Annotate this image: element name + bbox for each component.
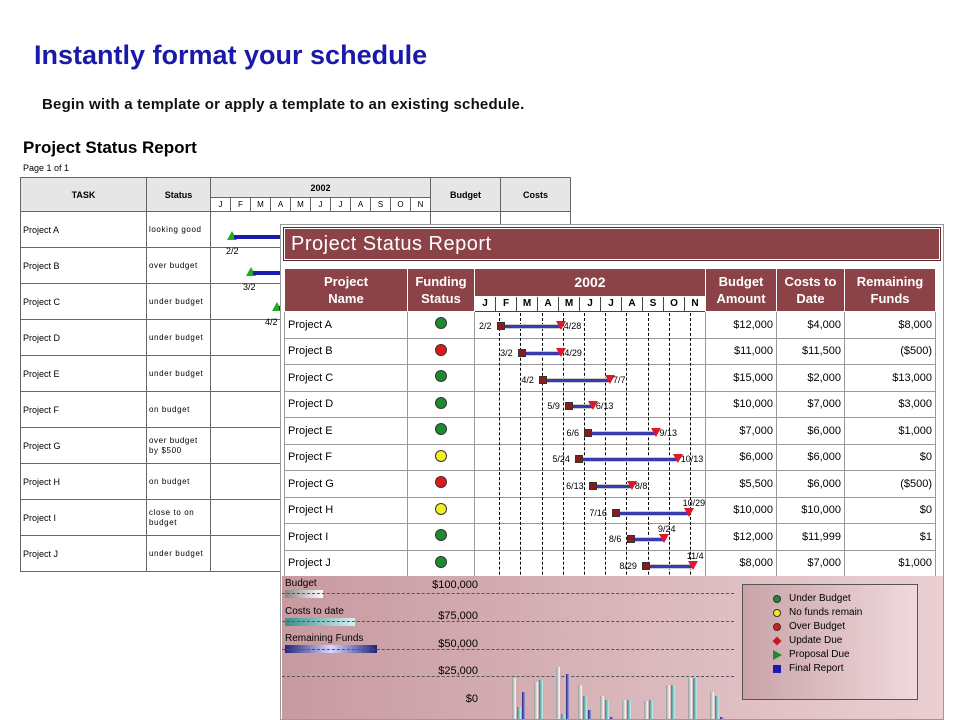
funding-status-cell [408, 391, 475, 418]
month-header: M [291, 198, 311, 212]
legend-update-due: Update Due [789, 635, 843, 646]
month-header: F [231, 198, 251, 212]
series-swatch-costs [285, 618, 355, 626]
gantt-end-label: 11/4 [686, 550, 704, 561]
chart-bar [605, 700, 609, 720]
chart-bar [512, 678, 516, 720]
costs-cell: $10,000 [777, 497, 845, 524]
task-header: TASK [21, 178, 147, 212]
project-name-cell: Project D [285, 391, 408, 418]
task-cell: Project C [21, 284, 147, 320]
y-tick: $50,000 [438, 638, 478, 650]
month-header: N [411, 198, 431, 212]
remaining-cell: $1 [845, 524, 936, 551]
project-name-header: Project Name [285, 269, 408, 312]
costs-cell: $7,000 [777, 550, 845, 577]
grid-line [282, 593, 734, 594]
legend-final-report: Final Report [789, 663, 844, 674]
table-row [285, 312, 936, 339]
status-dot-icon [435, 450, 447, 462]
y-tick: $100,000 [432, 579, 478, 591]
month-header: F [496, 296, 517, 311]
project-name-cell: Project B [285, 338, 408, 365]
gantt-end-label: 9/13 [659, 427, 678, 438]
gantt-end-label: 9/24 [658, 524, 676, 535]
gantt-end-label: 7/7 [612, 374, 626, 385]
project-name-cell: Project F [285, 444, 408, 471]
project-name-cell: Project A [285, 312, 408, 339]
chart-bar [588, 710, 592, 720]
start-marker-icon [612, 509, 620, 517]
status-dot-icon [435, 529, 447, 541]
chart-bar [688, 678, 692, 720]
month-header: A [538, 296, 559, 311]
status-cell: on budget [147, 392, 211, 428]
y-tick: $25,000 [438, 665, 478, 677]
project-name-cell: Project I [285, 524, 408, 551]
budget-amount-header: Budget Amount [706, 269, 777, 312]
remaining-funds-header: Remaining Funds [845, 269, 936, 312]
funding-status-cell [408, 312, 475, 339]
status-dot-icon [435, 556, 447, 568]
costs-cell: $4,000 [777, 312, 845, 339]
status-legend [742, 584, 918, 700]
gantt-start-label: 8/6 [608, 534, 622, 545]
start-marker-icon [565, 402, 573, 410]
budget-cell: $12,000 [706, 312, 777, 339]
status-header: Status [147, 178, 211, 212]
status-cell: under budget [147, 320, 211, 356]
task-cell: Project E [21, 356, 147, 392]
slide-subtitle: Begin with a template or apply a template to an existing schedule. [42, 96, 525, 113]
remaining-cell: $1,000 [845, 418, 936, 445]
gantt-end-label: 10/13 [680, 454, 704, 465]
end-marker-icon [659, 534, 669, 543]
project-name-cell: Project G [285, 471, 408, 498]
chart-bar [715, 696, 719, 720]
status-cell: over budget by $500 [147, 428, 211, 464]
start-marker-icon [589, 482, 597, 490]
costs-to-date-header: Costs to Date [777, 269, 845, 312]
grid-line [282, 676, 734, 677]
budget-cell: $8,000 [706, 550, 777, 577]
gantt-bar [501, 324, 561, 329]
chart-bar [578, 685, 582, 720]
task-cell: Project F [21, 392, 147, 428]
budget-cell: $5,500 [706, 471, 777, 498]
task-cell: Project B [21, 248, 147, 284]
status-cell: looking good [147, 212, 211, 248]
gantt-bar [579, 457, 677, 462]
chart-bar [539, 680, 543, 720]
budget-cell: $11,000 [706, 338, 777, 365]
legend-no-funds: No funds remain [789, 607, 863, 618]
month-header: J [331, 198, 351, 212]
month-header: J [475, 296, 496, 311]
legend-over-budget: Over Budget [789, 621, 846, 632]
month-header: O [664, 296, 685, 311]
status-cell: under budget [147, 356, 211, 392]
series-legend-remaining: Remaining Funds [285, 633, 364, 644]
gantt-bar [588, 431, 656, 436]
start-marker-icon [584, 429, 592, 437]
chart-bar [693, 678, 697, 720]
month-header: J [601, 296, 622, 311]
series-swatch-budget [285, 590, 323, 598]
project-name-cell: Project C [285, 365, 408, 392]
start-marker-icon [642, 562, 650, 570]
chart-bar [561, 714, 565, 720]
end-marker-icon [688, 561, 698, 570]
remaining-cell: $8,000 [845, 312, 936, 339]
gantt-start-label: 5/24 [552, 454, 570, 465]
series-legend-budget: Budget [285, 578, 317, 589]
month-header: M [517, 296, 538, 311]
chart-bar [710, 692, 714, 720]
page-indicator: Page 1 of 1 [23, 163, 70, 173]
gantt-end-label: 10/29 [682, 497, 706, 508]
year-header: 2002 [475, 269, 706, 297]
remaining-cell: $13,000 [845, 365, 936, 392]
month-header: M [559, 296, 580, 311]
month-header: N [685, 296, 706, 311]
chart-bar [600, 696, 604, 720]
funding-status-cell [408, 418, 475, 445]
gantt-label: 3/2 [243, 282, 256, 292]
remaining-cell: ($500) [845, 338, 936, 365]
funding-status-cell [408, 524, 475, 551]
month-header: S [371, 198, 391, 212]
status-cell: on budget [147, 464, 211, 500]
y-tick: $75,000 [438, 610, 478, 622]
task-cell: Project I [21, 500, 147, 536]
funding-status-cell [408, 444, 475, 471]
no-funds-icon [773, 609, 781, 617]
legend-under-budget: Under Budget [789, 593, 851, 604]
status-dot-icon [435, 344, 447, 356]
costs-cell: $11,999 [777, 524, 845, 551]
month-header: J [211, 198, 231, 212]
project-name-cell: Project H [285, 497, 408, 524]
chart-bar [666, 685, 670, 720]
gantt-start-label: 2/2 [478, 321, 492, 332]
gantt-end-label: 4/29 [564, 347, 582, 358]
gantt-start-label: 6/6 [566, 427, 580, 438]
budget-chart [282, 576, 944, 720]
grid-line [282, 649, 734, 650]
costs-header: Costs [501, 178, 571, 212]
chart-bar [627, 700, 631, 720]
table-row [285, 338, 936, 365]
gantt-start-label: 5/9 [547, 401, 560, 412]
gantt-bar [646, 564, 693, 569]
start-marker-icon [539, 376, 547, 384]
remaining-cell: $0 [845, 444, 936, 471]
table-row [285, 497, 936, 524]
chart-bar [671, 685, 675, 720]
legend-proposal-due: Proposal Due [789, 649, 850, 660]
month-header: O [391, 198, 411, 212]
over-budget-icon [773, 623, 781, 631]
gantt-start-label: 7/16 [589, 507, 607, 518]
month-header: J [580, 296, 601, 311]
costs-cell: $7,000 [777, 391, 845, 418]
chart-bar [644, 701, 648, 720]
gantt-end-label: 8/8 [634, 480, 648, 491]
task-cell: Project G [21, 428, 147, 464]
gantt-label: 2/2 [226, 246, 239, 256]
front-report-title: Project Status Report [291, 233, 492, 255]
month-header: A [351, 198, 371, 212]
funding-status-cell [408, 365, 475, 392]
start-marker-icon [497, 322, 505, 330]
budget-cell: $6,000 [706, 444, 777, 471]
status-dot-icon [435, 423, 447, 435]
status-cell: under budget [147, 536, 211, 572]
month-header: J [311, 198, 331, 212]
task-cell: Project H [21, 464, 147, 500]
chart-bar [556, 667, 560, 720]
remaining-cell: $3,000 [845, 391, 936, 418]
chart-bar [522, 692, 526, 720]
remaining-cell: $0 [845, 497, 936, 524]
costs-cell: $6,000 [777, 471, 845, 498]
funding-status-cell [408, 471, 475, 498]
start-marker-icon [575, 455, 583, 463]
status-cell: under budget [147, 284, 211, 320]
gantt-end-label: 6/13 [595, 401, 614, 412]
table-row [285, 550, 936, 577]
budget-cell: $10,000 [706, 497, 777, 524]
budget-cell: $10,000 [706, 391, 777, 418]
task-cell: Project A [21, 212, 147, 248]
remaining-cell: $1,000 [845, 550, 936, 577]
status-dot-icon [435, 317, 447, 329]
back-report-title: Project Status Report [23, 138, 197, 157]
status-dot-icon [435, 476, 447, 488]
project-name-cell: Project J [285, 550, 408, 577]
chart-bar [622, 700, 626, 720]
budget-cell: $7,000 [706, 418, 777, 445]
gantt-bar [543, 378, 610, 383]
chart-bar [566, 674, 570, 720]
status-cell: over budget [147, 248, 211, 284]
start-marker-icon [627, 535, 635, 543]
y-tick: $0 [465, 693, 478, 705]
gantt-label: 4/2 [265, 317, 278, 327]
status-dot-icon [435, 397, 447, 409]
chart-bar [517, 707, 521, 720]
year-header: 2002 [211, 178, 431, 198]
gantt-start-label: 4/2 [521, 374, 534, 385]
final-report-icon [773, 665, 781, 673]
funding-status-cell [408, 550, 475, 577]
month-header: A [271, 198, 291, 212]
task-cell: Project J [21, 536, 147, 572]
update-due-icon [772, 636, 781, 645]
month-header: S [643, 296, 664, 311]
gantt-start-label: 6/13 [566, 480, 584, 491]
costs-cell: $6,000 [777, 444, 845, 471]
task-cell: Project D [21, 320, 147, 356]
start-marker-icon [518, 349, 526, 357]
project-name-cell: Project E [285, 418, 408, 445]
gantt-bar [616, 511, 688, 516]
end-marker-icon [684, 508, 694, 517]
proposal-due-icon [773, 650, 782, 660]
gantt-end-label: 4/28 [563, 321, 582, 332]
remaining-cell: ($500) [845, 471, 936, 498]
costs-cell: $6,000 [777, 418, 845, 445]
chart-bar [534, 682, 538, 720]
under-budget-icon [773, 595, 781, 603]
front-report [280, 224, 944, 720]
status-dot-icon [435, 370, 447, 382]
month-header: A [622, 296, 643, 311]
status-cell: close to on budget [147, 500, 211, 536]
funding-status-cell [408, 338, 475, 365]
chart-bar [649, 700, 653, 720]
funding-status-cell [408, 497, 475, 524]
chart-bar [583, 696, 587, 720]
funding-status-header: Funding Status [408, 269, 475, 312]
month-header: M [251, 198, 271, 212]
grid-line [282, 621, 734, 622]
gantt-start-label: 3/2 [500, 347, 513, 358]
budget-cell: $12,000 [706, 524, 777, 551]
budget-header: Budget [431, 178, 501, 212]
slide-title: Instantly format your schedule [34, 40, 428, 70]
series-legend-costs: Costs to date [285, 606, 344, 617]
status-dot-icon [435, 503, 447, 515]
costs-cell: $2,000 [777, 365, 845, 392]
front-report-table [284, 268, 936, 577]
front-report-header [284, 228, 940, 260]
costs-cell: $11,500 [777, 338, 845, 365]
gantt-start-label: 8/29 [619, 560, 637, 571]
budget-cell: $15,000 [706, 365, 777, 392]
